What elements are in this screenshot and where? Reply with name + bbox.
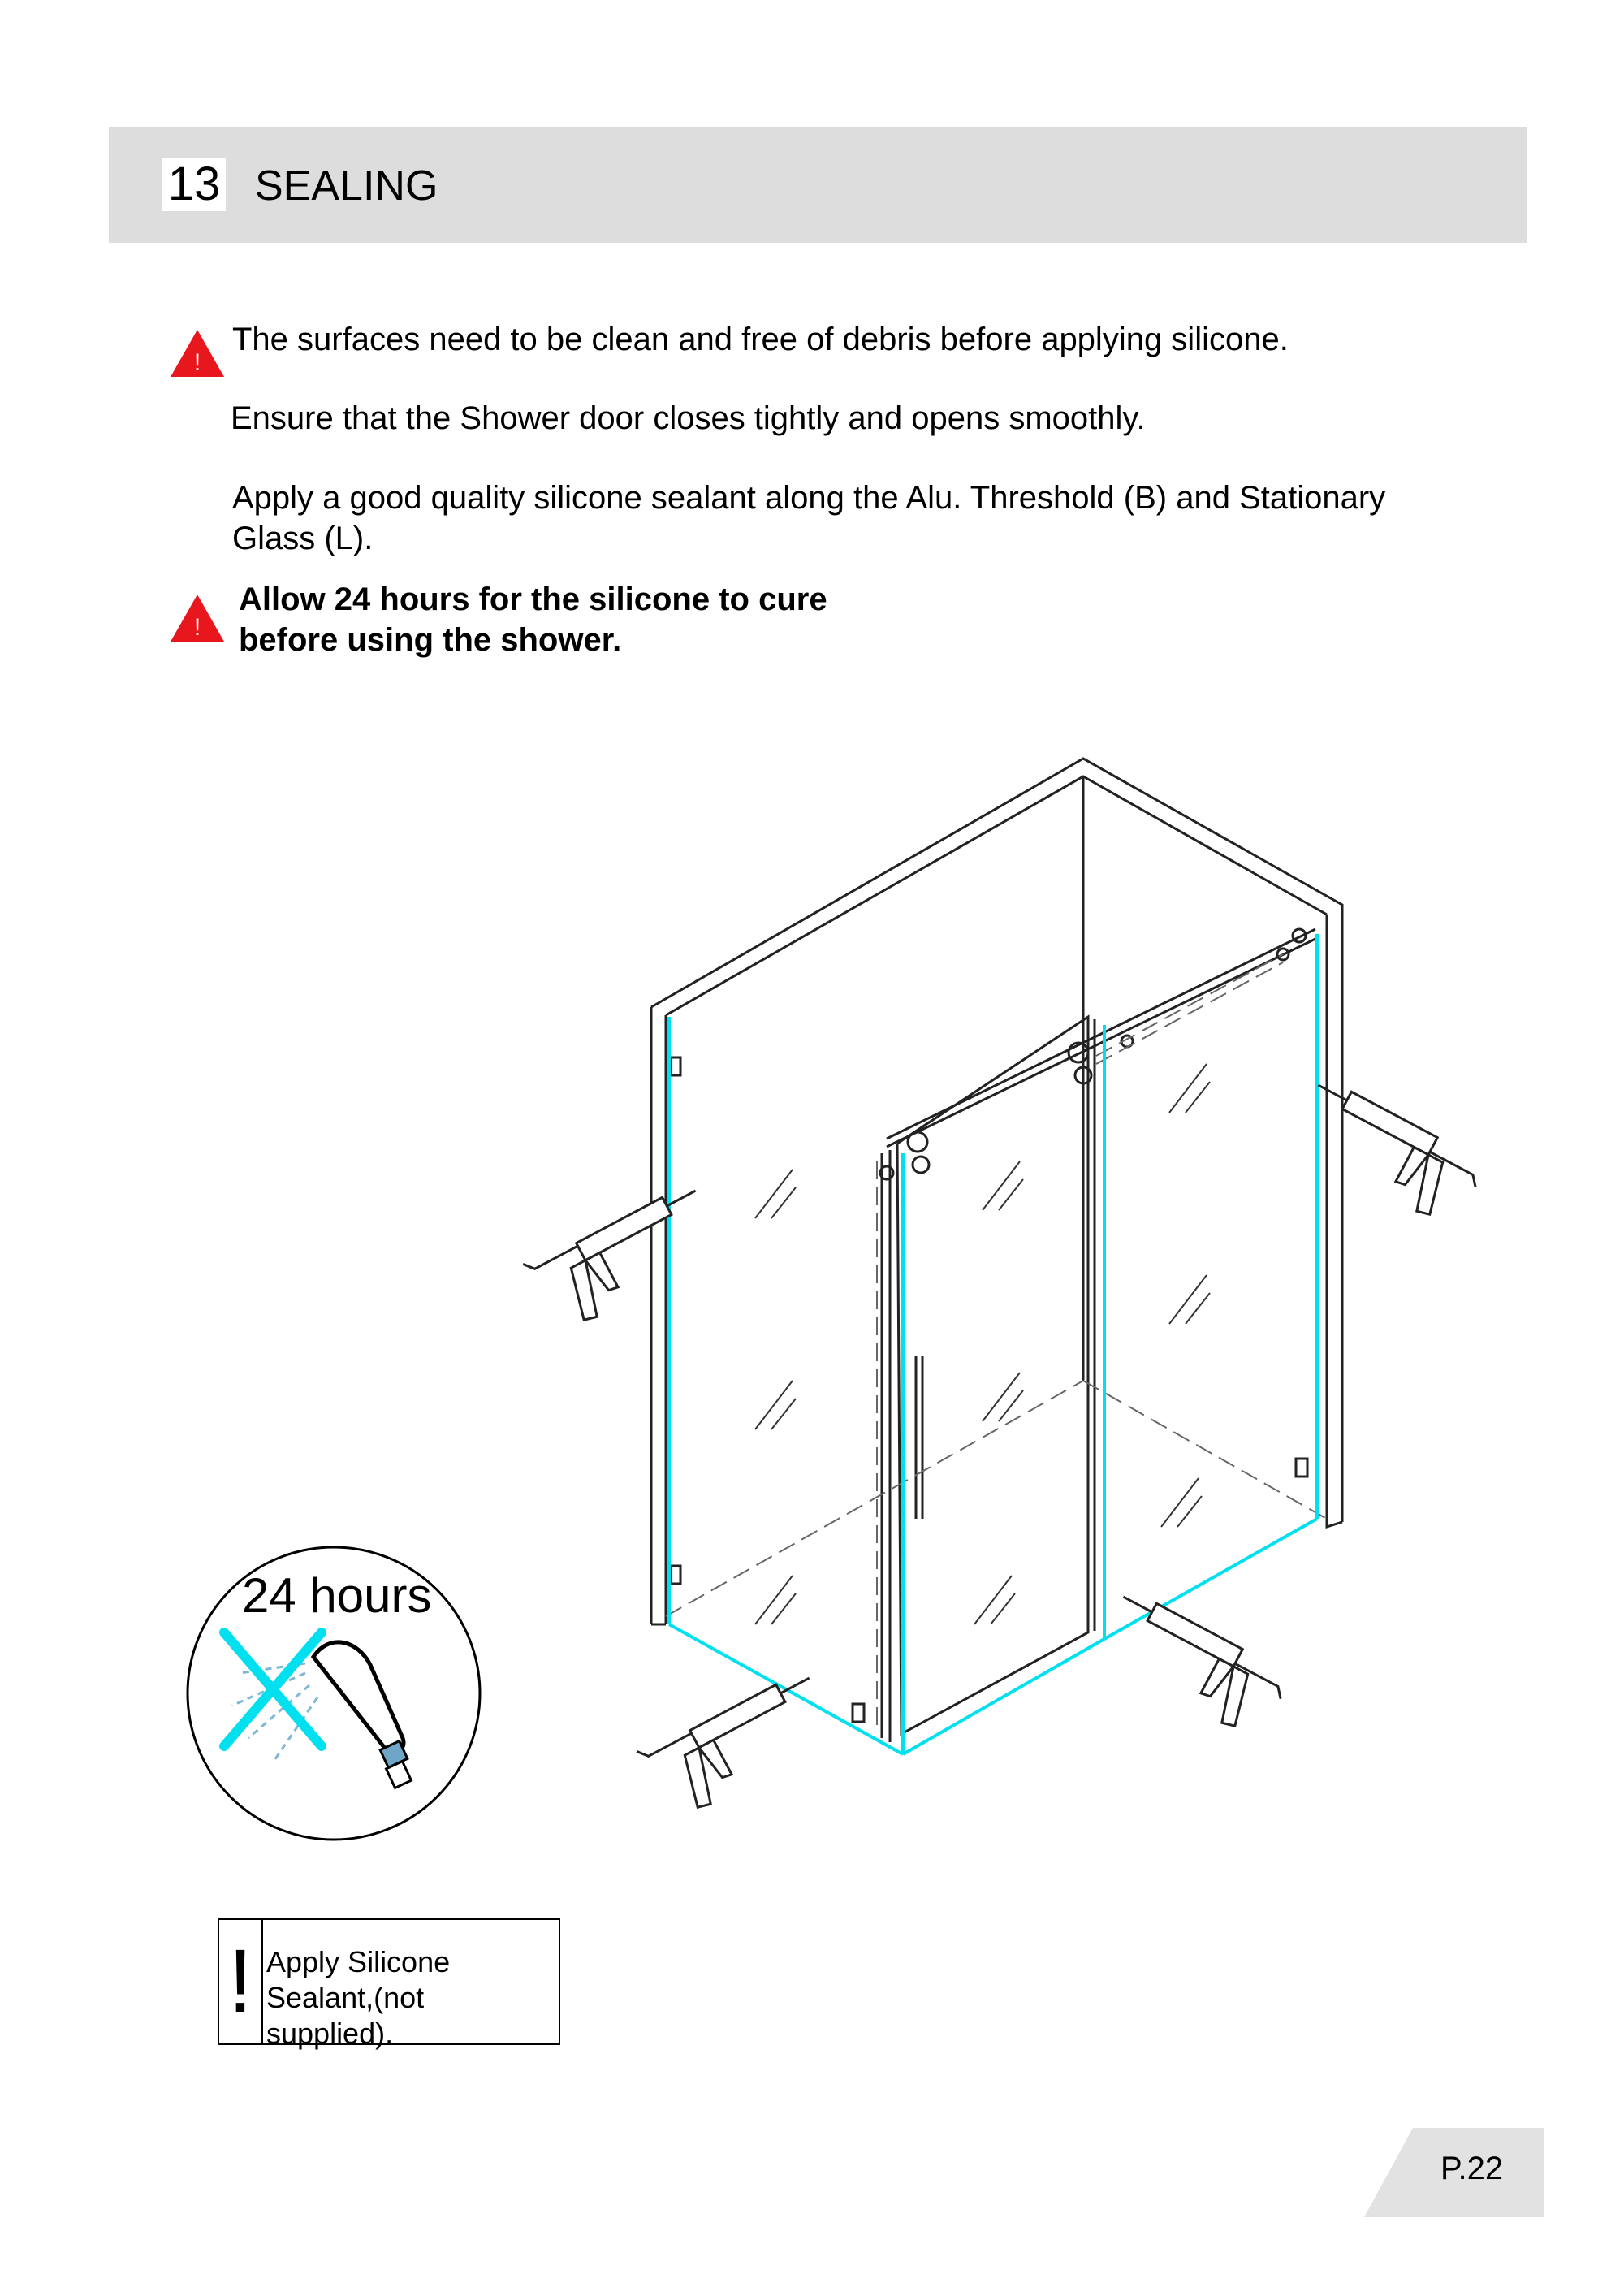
note-line-2: Sealant,(not supplied).: [266, 1981, 425, 2050]
shower-enclosure-drawing: [487, 747, 1502, 1819]
instruction-apply-sealant-2: Glass (L).: [232, 521, 374, 556]
svg-text:!: !: [193, 614, 201, 641]
section-header: [109, 127, 1527, 243]
warning-triangle-icon: [169, 328, 226, 378]
section-title: SEALING: [255, 162, 438, 210]
instruction-apply-sealant-1: Apply a good quality silicone sealant along the Alu. Threshold (B) and Stationary: [232, 480, 1386, 516]
note-line-1: Apply Silicone: [266, 1945, 451, 1978]
sealant-note: [218, 1918, 560, 2050]
step-number: 13: [162, 158, 226, 211]
warning-triangle-icon: [169, 593, 226, 643]
svg-text:!: !: [193, 349, 201, 376]
exclamation-icon: !: [219, 1920, 263, 2043]
cure-time-label: 24 hours: [242, 1568, 432, 1623]
page-number: P.22: [1440, 2151, 1504, 2186]
cure-warning-1: Allow 24 hours for the silicone to cure: [239, 582, 827, 617]
cure-warning-2: before using the shower.: [239, 622, 622, 658]
instruction-door-check: Ensure that the Shower door closes tightly and opens smoothly.: [231, 400, 1146, 436]
instruction-clean-surfaces: The surfaces need to be clean and free of debris before applying silicone.: [232, 322, 1289, 357]
